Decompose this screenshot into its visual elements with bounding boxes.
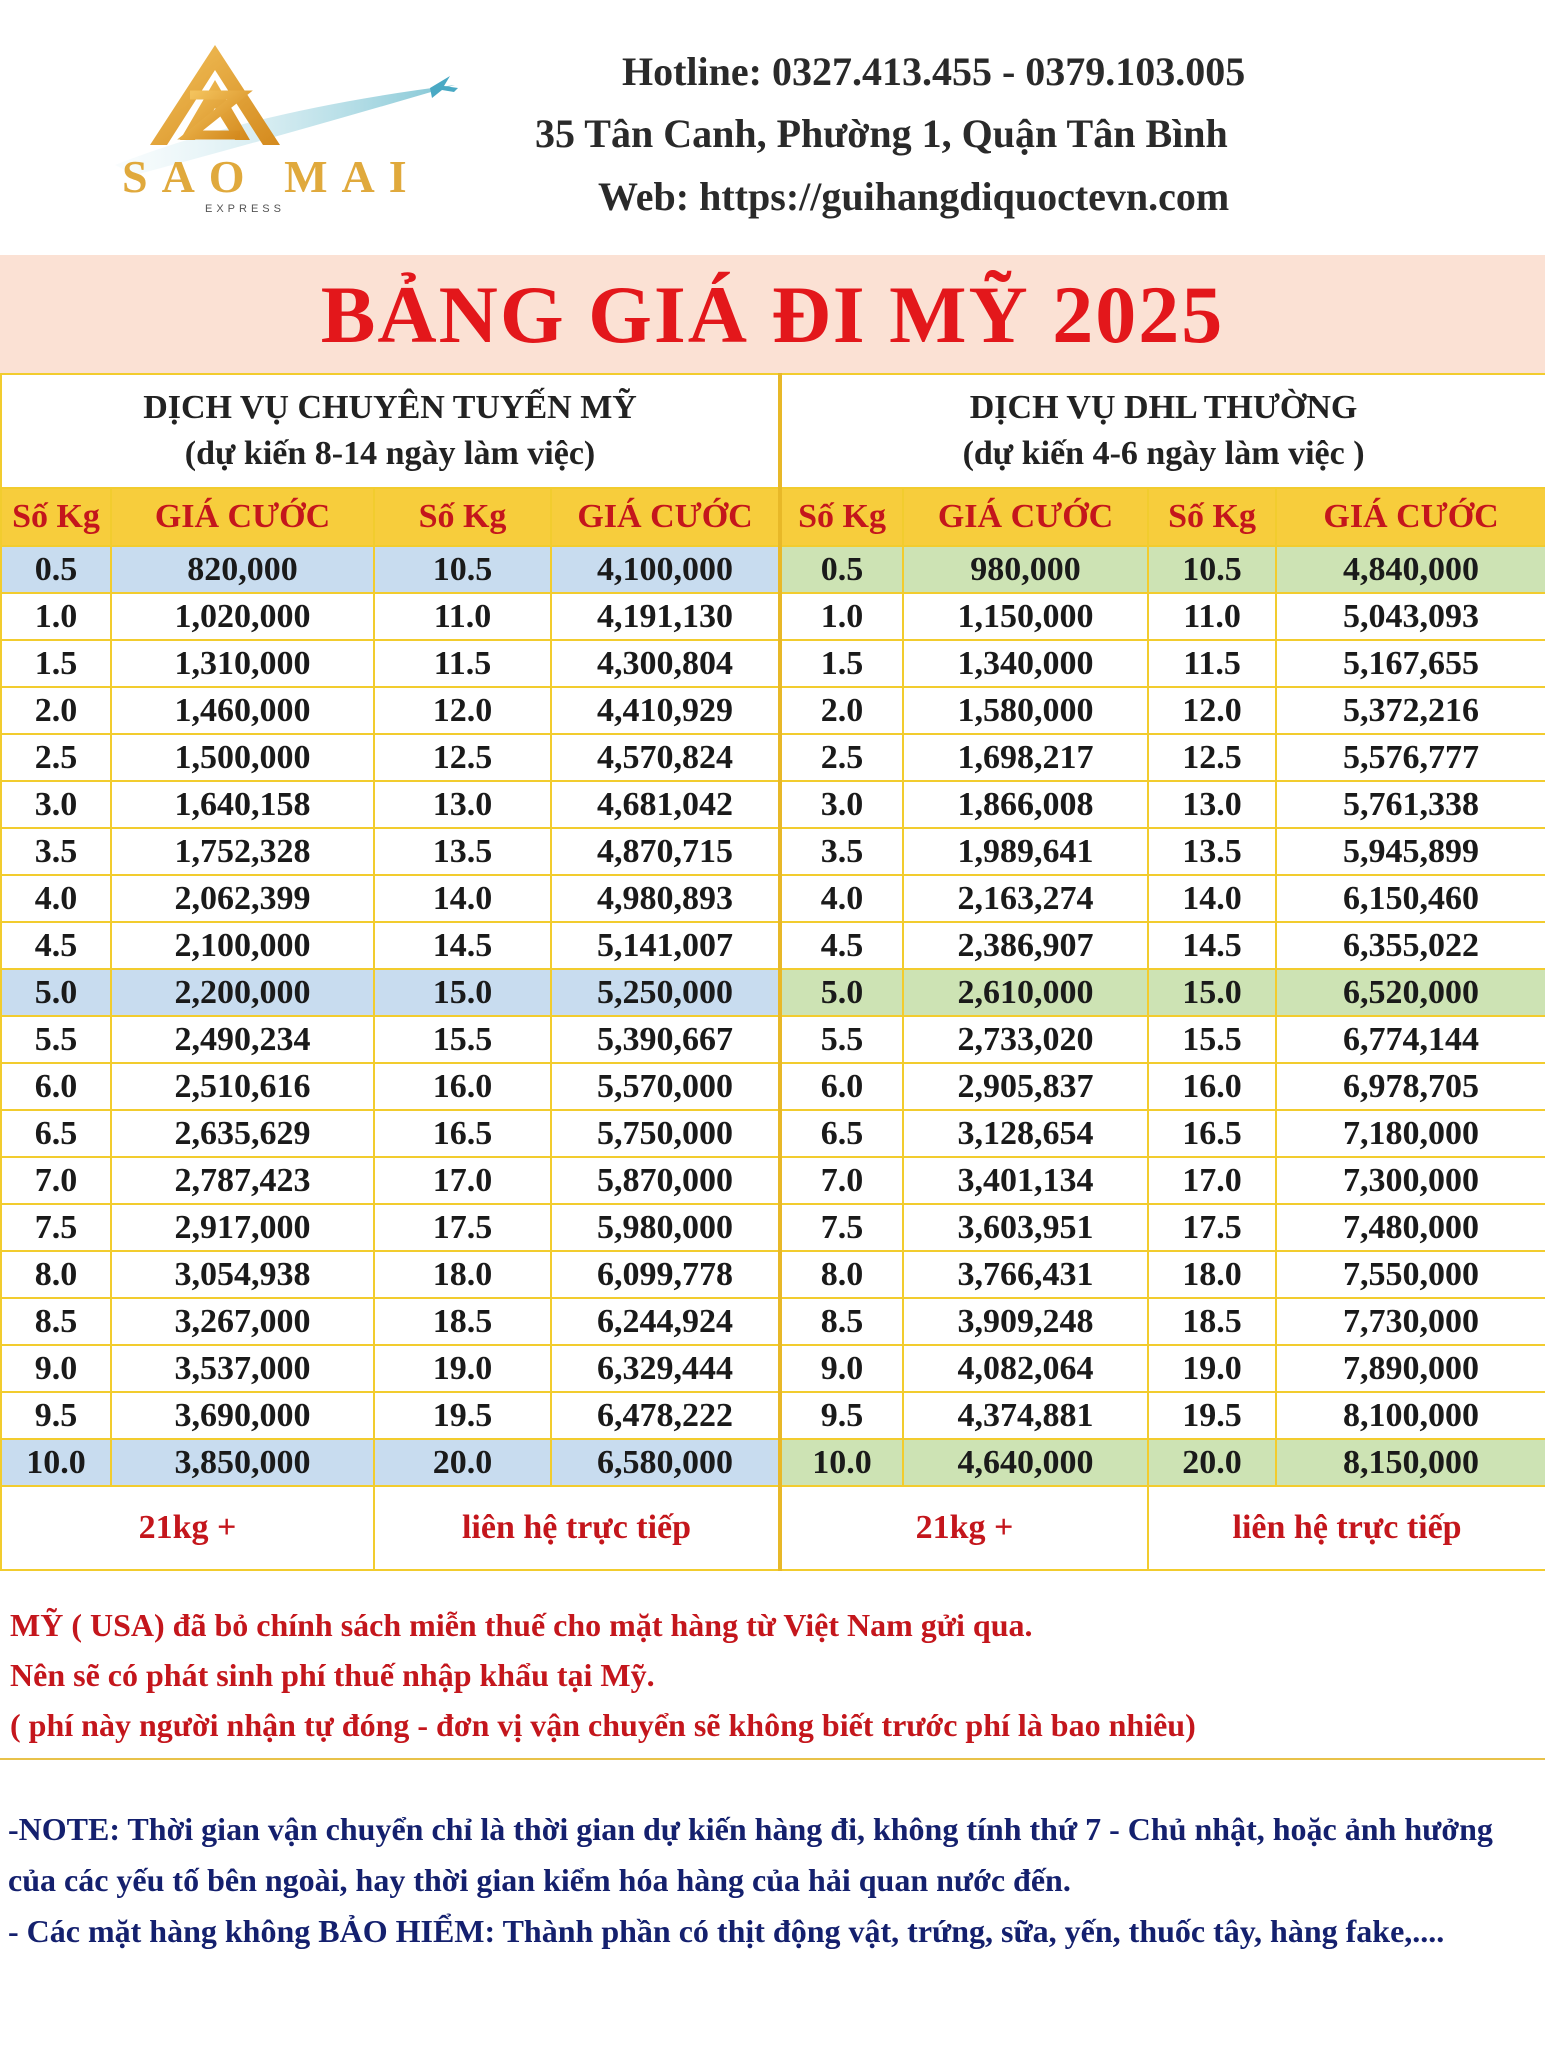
service-us-direct	[1, 374, 780, 488]
weight-cell: 2.5	[1, 734, 111, 781]
weight-cell: 12.0	[374, 687, 551, 734]
service-name: DỊCH VỤ CHUYÊN TUYẾN MỸ	[143, 389, 637, 426]
weight-cell: 20.0	[1148, 1439, 1276, 1486]
weight-cell: 3.0	[780, 781, 903, 828]
price-cell: 6,355,022	[1276, 922, 1545, 969]
price-cell: 7,550,000	[1276, 1251, 1545, 1298]
weight-cell: 7.0	[1, 1157, 111, 1204]
column-header-kg: Số Kg	[780, 488, 903, 546]
price-cell: 3,267,000	[111, 1298, 374, 1345]
price-cell: 2,386,907	[903, 922, 1148, 969]
price-cell: 5,372,216	[1276, 687, 1545, 734]
weight-cell: 0.5	[1, 546, 111, 593]
price-cell: 3,850,000	[111, 1439, 374, 1486]
tax-notice-line: ( phí này người nhận tự đóng - đơn vị vận chuyển sẽ không biết trước phí là bao nhiêu)	[10, 1707, 1196, 1743]
weight-cell: 4.5	[780, 922, 903, 969]
price-cell: 6,520,000	[1276, 969, 1545, 1016]
price-cell: 2,163,274	[903, 875, 1148, 922]
weight-cell: 8.0	[1, 1251, 111, 1298]
table-row	[1, 1204, 1545, 1251]
weight-cell: 8.5	[780, 1298, 903, 1345]
table-row	[1, 1439, 1545, 1486]
weight-cell: 8.5	[1, 1298, 111, 1345]
price-cell: 1,150,000	[903, 593, 1148, 640]
price-cell: 4,870,715	[551, 828, 780, 875]
price-cell: 1,752,328	[111, 828, 374, 875]
service-header-row	[1, 374, 1545, 488]
weight-cell: 16.0	[374, 1063, 551, 1110]
tax-notice	[10, 1600, 1530, 1750]
weight-cell: 5.0	[1, 969, 111, 1016]
weight-cell: 3.0	[1, 781, 111, 828]
weight-cell: 14.5	[374, 922, 551, 969]
price-rows	[1, 546, 1545, 1486]
weight-cell: 6.5	[1, 1110, 111, 1157]
price-cell: 1,500,000	[111, 734, 374, 781]
column-header-price: GIÁ CƯỚC	[111, 488, 374, 546]
price-cell: 4,374,881	[903, 1392, 1148, 1439]
weight-cell: 9.0	[780, 1345, 903, 1392]
price-cell: 1,310,000	[111, 640, 374, 687]
weight-cell: 8.0	[780, 1251, 903, 1298]
price-cell: 2,490,234	[111, 1016, 374, 1063]
weight-cell: 10.0	[780, 1439, 903, 1486]
website-text: Web: https://guihangdiquoctevn.com	[598, 174, 1230, 219]
tax-notice-line: Nên sẽ có phát sinh phí thuế nhập khẩu tại Mỹ.	[10, 1657, 655, 1693]
price-cell: 1,866,008	[903, 781, 1148, 828]
tax-notice-line: MỸ ( USA) đã bỏ chính sách miễn thuế cho mặt hàng từ Việt Nam gửi qua.	[10, 1607, 1033, 1643]
price-cell: 5,576,777	[1276, 734, 1545, 781]
column-header-price: GIÁ CƯỚC	[551, 488, 780, 546]
logo-tagline: EXPRESS	[205, 203, 285, 215]
table-row	[1, 640, 1545, 687]
weight-cell: 17.0	[374, 1157, 551, 1204]
table-row	[1, 781, 1545, 828]
price-cell: 5,761,338	[1276, 781, 1545, 828]
price-cell: 2,905,837	[903, 1063, 1148, 1110]
weight-cell: 6.0	[780, 1063, 903, 1110]
footer-contact-dhl: liên hệ trực tiếp	[1148, 1486, 1545, 1570]
price-cell: 2,917,000	[111, 1204, 374, 1251]
price-cell: 4,100,000	[551, 546, 780, 593]
price-cell: 980,000	[903, 546, 1148, 593]
note-uninsured-items: - Các mặt hàng không BẢO HIỂM: Thành phần có thịt động vật, trứng, sữa, yến, thuốc tây, hàng fake,....	[8, 1913, 1445, 1949]
weight-cell: 1.5	[780, 640, 903, 687]
price-cell: 4,410,929	[551, 687, 780, 734]
price-cell: 7,300,000	[1276, 1157, 1545, 1204]
price-cell: 1,020,000	[111, 593, 374, 640]
logo-brand-name: SAO MAI	[122, 151, 421, 202]
weight-cell: 13.0	[1148, 781, 1276, 828]
weight-cell: 7.5	[1, 1204, 111, 1251]
price-cell: 2,635,629	[111, 1110, 374, 1157]
price-cell: 4,191,130	[551, 593, 780, 640]
price-cell: 3,766,431	[903, 1251, 1148, 1298]
price-cell: 8,150,000	[1276, 1439, 1545, 1486]
price-cell: 3,690,000	[111, 1392, 374, 1439]
weight-cell: 18.5	[374, 1298, 551, 1345]
weight-cell: 15.5	[374, 1016, 551, 1063]
weight-cell: 11.5	[1148, 640, 1276, 687]
weight-cell: 15.0	[374, 969, 551, 1016]
price-cell: 1,580,000	[903, 687, 1148, 734]
note-shipping-time: -NOTE: Thời gian vận chuyển chỉ là thời gian dự kiến hàng đi, không tính thứ 7 - Chủ nhật, hoặc ảnh hưởng của các yếu tố bên ngoài, hay thời gian kiểm hóa hàng của hải quan nước đến.	[8, 1811, 1493, 1898]
weight-cell: 13.5	[374, 828, 551, 875]
price-cell: 6,478,222	[551, 1392, 780, 1439]
price-cell: 1,460,000	[111, 687, 374, 734]
weight-cell: 4.0	[1, 875, 111, 922]
weight-cell: 20.0	[374, 1439, 551, 1486]
price-cell: 2,787,423	[111, 1157, 374, 1204]
table-row	[1, 1298, 1545, 1345]
weight-cell: 1.0	[1, 593, 111, 640]
service-dhl-standard	[780, 374, 1545, 488]
price-cell: 2,610,000	[903, 969, 1148, 1016]
weight-cell: 6.0	[1, 1063, 111, 1110]
price-cell: 4,300,804	[551, 640, 780, 687]
price-cell: 1,698,217	[903, 734, 1148, 781]
weight-cell: 13.5	[1148, 828, 1276, 875]
weight-cell: 14.5	[1148, 922, 1276, 969]
column-header-kg: Số Kg	[1, 488, 111, 546]
price-cell: 4,640,000	[903, 1439, 1148, 1486]
price-cell: 6,580,000	[551, 1439, 780, 1486]
weight-cell: 11.5	[374, 640, 551, 687]
column-header-price: GIÁ CƯỚC	[903, 488, 1148, 546]
table-row	[1, 1345, 1545, 1392]
service-duration: (dự kiến 4-6 ngày làm việc )	[962, 435, 1365, 472]
service-duration: (dự kiến 8-14 ngày làm việc)	[184, 435, 596, 472]
price-cell: 5,167,655	[1276, 640, 1545, 687]
price-cell: 5,750,000	[551, 1110, 780, 1157]
table-row	[1, 922, 1545, 969]
weight-cell: 15.5	[1148, 1016, 1276, 1063]
weight-cell: 11.0	[374, 593, 551, 640]
column-header-kg: Số Kg	[374, 488, 551, 546]
column-header-row	[1, 488, 1545, 546]
price-cell: 3,537,000	[111, 1345, 374, 1392]
price-cell: 5,043,093	[1276, 593, 1545, 640]
table-row	[1, 1063, 1545, 1110]
weight-cell: 4.0	[780, 875, 903, 922]
weight-cell: 19.5	[1148, 1392, 1276, 1439]
weight-cell: 1.0	[780, 593, 903, 640]
column-header-kg: Số Kg	[1148, 488, 1276, 546]
price-cell: 4,681,042	[551, 781, 780, 828]
weight-cell: 13.0	[374, 781, 551, 828]
price-cell: 6,329,444	[551, 1345, 780, 1392]
weight-cell: 5.0	[780, 969, 903, 1016]
weight-cell: 7.0	[780, 1157, 903, 1204]
weight-cell: 17.5	[374, 1204, 551, 1251]
weight-cell: 14.0	[374, 875, 551, 922]
price-cell: 2,733,020	[903, 1016, 1148, 1063]
weight-cell: 9.5	[780, 1392, 903, 1439]
general-notes	[8, 1804, 1538, 1957]
price-cell: 6,774,144	[1276, 1016, 1545, 1063]
price-cell: 3,401,134	[903, 1157, 1148, 1204]
price-cell: 4,570,824	[551, 734, 780, 781]
address-text: 35 Tân Canh, Phường 1, Quận Tân Bình	[535, 111, 1228, 156]
price-cell: 5,945,899	[1276, 828, 1545, 875]
table-row	[1, 1392, 1545, 1439]
price-cell: 4,082,064	[903, 1345, 1148, 1392]
weight-cell: 9.0	[1, 1345, 111, 1392]
weight-cell: 3.5	[1, 828, 111, 875]
table-row	[1, 734, 1545, 781]
hotline-text: Hotline: 0327.413.455 - 0379.103.005	[622, 49, 1246, 94]
footer-row	[1, 1486, 1545, 1570]
footer-weight-us: 21kg +	[1, 1486, 374, 1570]
weight-cell: 3.5	[780, 828, 903, 875]
price-cell: 6,099,778	[551, 1251, 780, 1298]
column-header-price: GIÁ CƯỚC	[1276, 488, 1545, 546]
price-cell: 5,570,000	[551, 1063, 780, 1110]
price-cell: 1,340,000	[903, 640, 1148, 687]
table-row	[1, 593, 1545, 640]
weight-cell: 6.5	[780, 1110, 903, 1157]
table-row	[1, 1251, 1545, 1298]
weight-cell: 16.0	[1148, 1063, 1276, 1110]
weight-cell: 7.5	[780, 1204, 903, 1251]
weight-cell: 2.0	[1, 687, 111, 734]
price-cell: 6,150,460	[1276, 875, 1545, 922]
price-cell: 7,890,000	[1276, 1345, 1545, 1392]
price-cell: 1,989,641	[903, 828, 1148, 875]
weight-cell: 10.5	[374, 546, 551, 593]
weight-cell: 11.0	[1148, 593, 1276, 640]
weight-cell: 12.0	[1148, 687, 1276, 734]
price-cell: 820,000	[111, 546, 374, 593]
weight-cell: 1.5	[1, 640, 111, 687]
table-row	[1, 969, 1545, 1016]
price-cell: 3,909,248	[903, 1298, 1148, 1345]
weight-cell: 4.5	[1, 922, 111, 969]
price-cell: 7,480,000	[1276, 1204, 1545, 1251]
weight-cell: 15.0	[1148, 969, 1276, 1016]
weight-cell: 2.0	[780, 687, 903, 734]
weight-cell: 5.5	[1, 1016, 111, 1063]
header	[0, 0, 1545, 255]
price-cell: 5,870,000	[551, 1157, 780, 1204]
price-cell: 3,128,654	[903, 1110, 1148, 1157]
price-cell: 7,180,000	[1276, 1110, 1545, 1157]
weight-cell: 10.0	[1, 1439, 111, 1486]
price-cell: 5,390,667	[551, 1016, 780, 1063]
price-cell: 4,980,893	[551, 875, 780, 922]
price-table	[0, 373, 1545, 1571]
price-cell: 5,980,000	[551, 1204, 780, 1251]
price-cell: 4,840,000	[1276, 546, 1545, 593]
weight-cell: 12.5	[374, 734, 551, 781]
price-cell: 2,510,616	[111, 1063, 374, 1110]
price-cell: 5,250,000	[551, 969, 780, 1016]
weight-cell: 10.5	[1148, 546, 1276, 593]
footer-contact-us: liên hệ trực tiếp	[374, 1486, 780, 1570]
price-cell: 2,062,399	[111, 875, 374, 922]
section-divider	[0, 1758, 1545, 1760]
price-cell: 3,054,938	[111, 1251, 374, 1298]
weight-cell: 16.5	[374, 1110, 551, 1157]
price-cell: 3,603,951	[903, 1204, 1148, 1251]
price-cell: 8,100,000	[1276, 1392, 1545, 1439]
table-row	[1, 875, 1545, 922]
table-row	[1, 1157, 1545, 1204]
price-cell: 1,640,158	[111, 781, 374, 828]
price-cell: 2,100,000	[111, 922, 374, 969]
weight-cell: 19.5	[374, 1392, 551, 1439]
weight-cell: 5.5	[780, 1016, 903, 1063]
weight-cell: 19.0	[374, 1345, 551, 1392]
price-cell: 7,730,000	[1276, 1298, 1545, 1345]
footer-weight-dhl: 21kg +	[780, 1486, 1148, 1570]
weight-cell: 19.0	[1148, 1345, 1276, 1392]
weight-cell: 9.5	[1, 1392, 111, 1439]
table-row	[1, 546, 1545, 593]
table-row	[1, 687, 1545, 734]
weight-cell: 18.0	[374, 1251, 551, 1298]
table-row	[1, 1110, 1545, 1157]
service-name: DỊCH VỤ DHL THƯỜNG	[969, 389, 1358, 426]
weight-cell: 18.0	[1148, 1251, 1276, 1298]
weight-cell: 14.0	[1148, 875, 1276, 922]
weight-cell: 17.0	[1148, 1157, 1276, 1204]
weight-cell: 0.5	[780, 546, 903, 593]
weight-cell: 2.5	[780, 734, 903, 781]
table-row	[1, 1016, 1545, 1063]
price-cell: 2,200,000	[111, 969, 374, 1016]
table-row	[1, 828, 1545, 875]
weight-cell: 18.5	[1148, 1298, 1276, 1345]
price-cell: 5,141,007	[551, 922, 780, 969]
weight-cell: 16.5	[1148, 1110, 1276, 1157]
price-cell: 6,244,924	[551, 1298, 780, 1345]
weight-cell: 12.5	[1148, 734, 1276, 781]
weight-cell: 17.5	[1148, 1204, 1276, 1251]
page-title: BẢNG GIÁ ĐI MỸ 2025	[320, 269, 1225, 360]
price-cell: 6,978,705	[1276, 1063, 1545, 1110]
